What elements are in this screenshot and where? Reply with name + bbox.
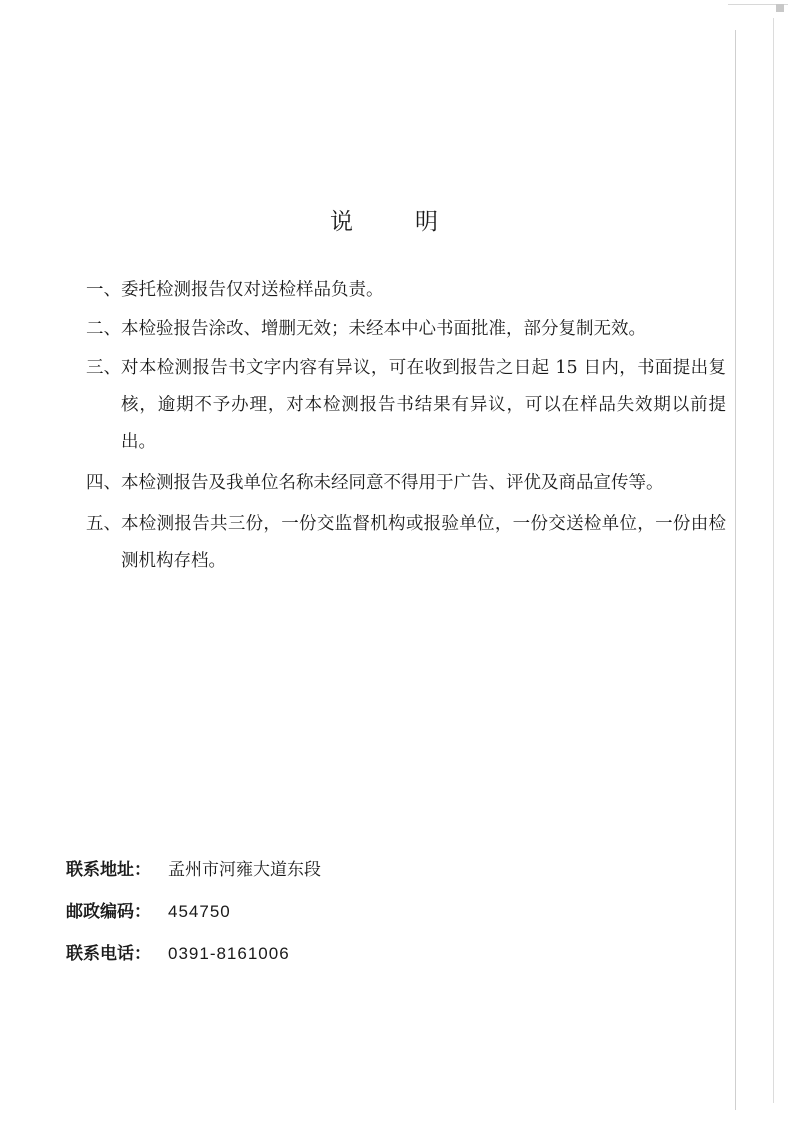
item-number: 一、 — [86, 280, 121, 300]
postcode-row — [66, 891, 321, 933]
item-text: 本检测报告共三份，一份交监督机构或报验单位，一份交送检单位，一份由检测机构存档。 — [121, 514, 726, 571]
scan-edge-line — [735, 30, 736, 1110]
postcode-value: 454750 — [168, 902, 231, 921]
item-number: 二、 — [86, 319, 121, 339]
phone-label: 联系电话： — [66, 944, 151, 964]
list-item — [86, 311, 726, 348]
list-item — [86, 350, 726, 461]
item-number: 五、 — [86, 514, 121, 534]
scan-corner-mark — [776, 4, 784, 12]
item-text: 委托检测报告仅对送检样品负责。 — [121, 280, 384, 300]
address-value: 孟州市河雍大道东段 — [168, 860, 321, 880]
item-number: 三、 — [86, 358, 121, 378]
list-item — [86, 506, 726, 580]
contact-info — [66, 850, 321, 975]
title-char: 明 — [415, 209, 438, 235]
scan-edge-line — [773, 18, 774, 1103]
phone-row — [66, 933, 321, 975]
item-text: 对本检测报告书文字内容有异议，可在收到报告之日起 15 日内，书面提出复核，逾期不予办理，对本检测报告书结果有异议，可以在样品失效期以前提出。 — [121, 358, 726, 452]
address-row — [66, 850, 321, 891]
phone-value: 0391-8161006 — [168, 944, 290, 963]
list-item — [86, 465, 726, 502]
title-char: 说 — [330, 209, 353, 235]
address-label: 联系地址： — [66, 860, 151, 880]
notes-list — [86, 272, 726, 582]
page-title — [330, 203, 438, 236]
list-item — [86, 272, 726, 309]
item-number: 四、 — [86, 473, 121, 493]
postcode-label: 邮政编码： — [66, 902, 151, 922]
item-text: 本检测报告及我单位名称未经同意不得用于广告、评优及商品宣传等。 — [121, 473, 664, 493]
item-text: 本检验报告涂改、增删无效；未经本中心书面批准，部分复制无效。 — [121, 319, 646, 339]
